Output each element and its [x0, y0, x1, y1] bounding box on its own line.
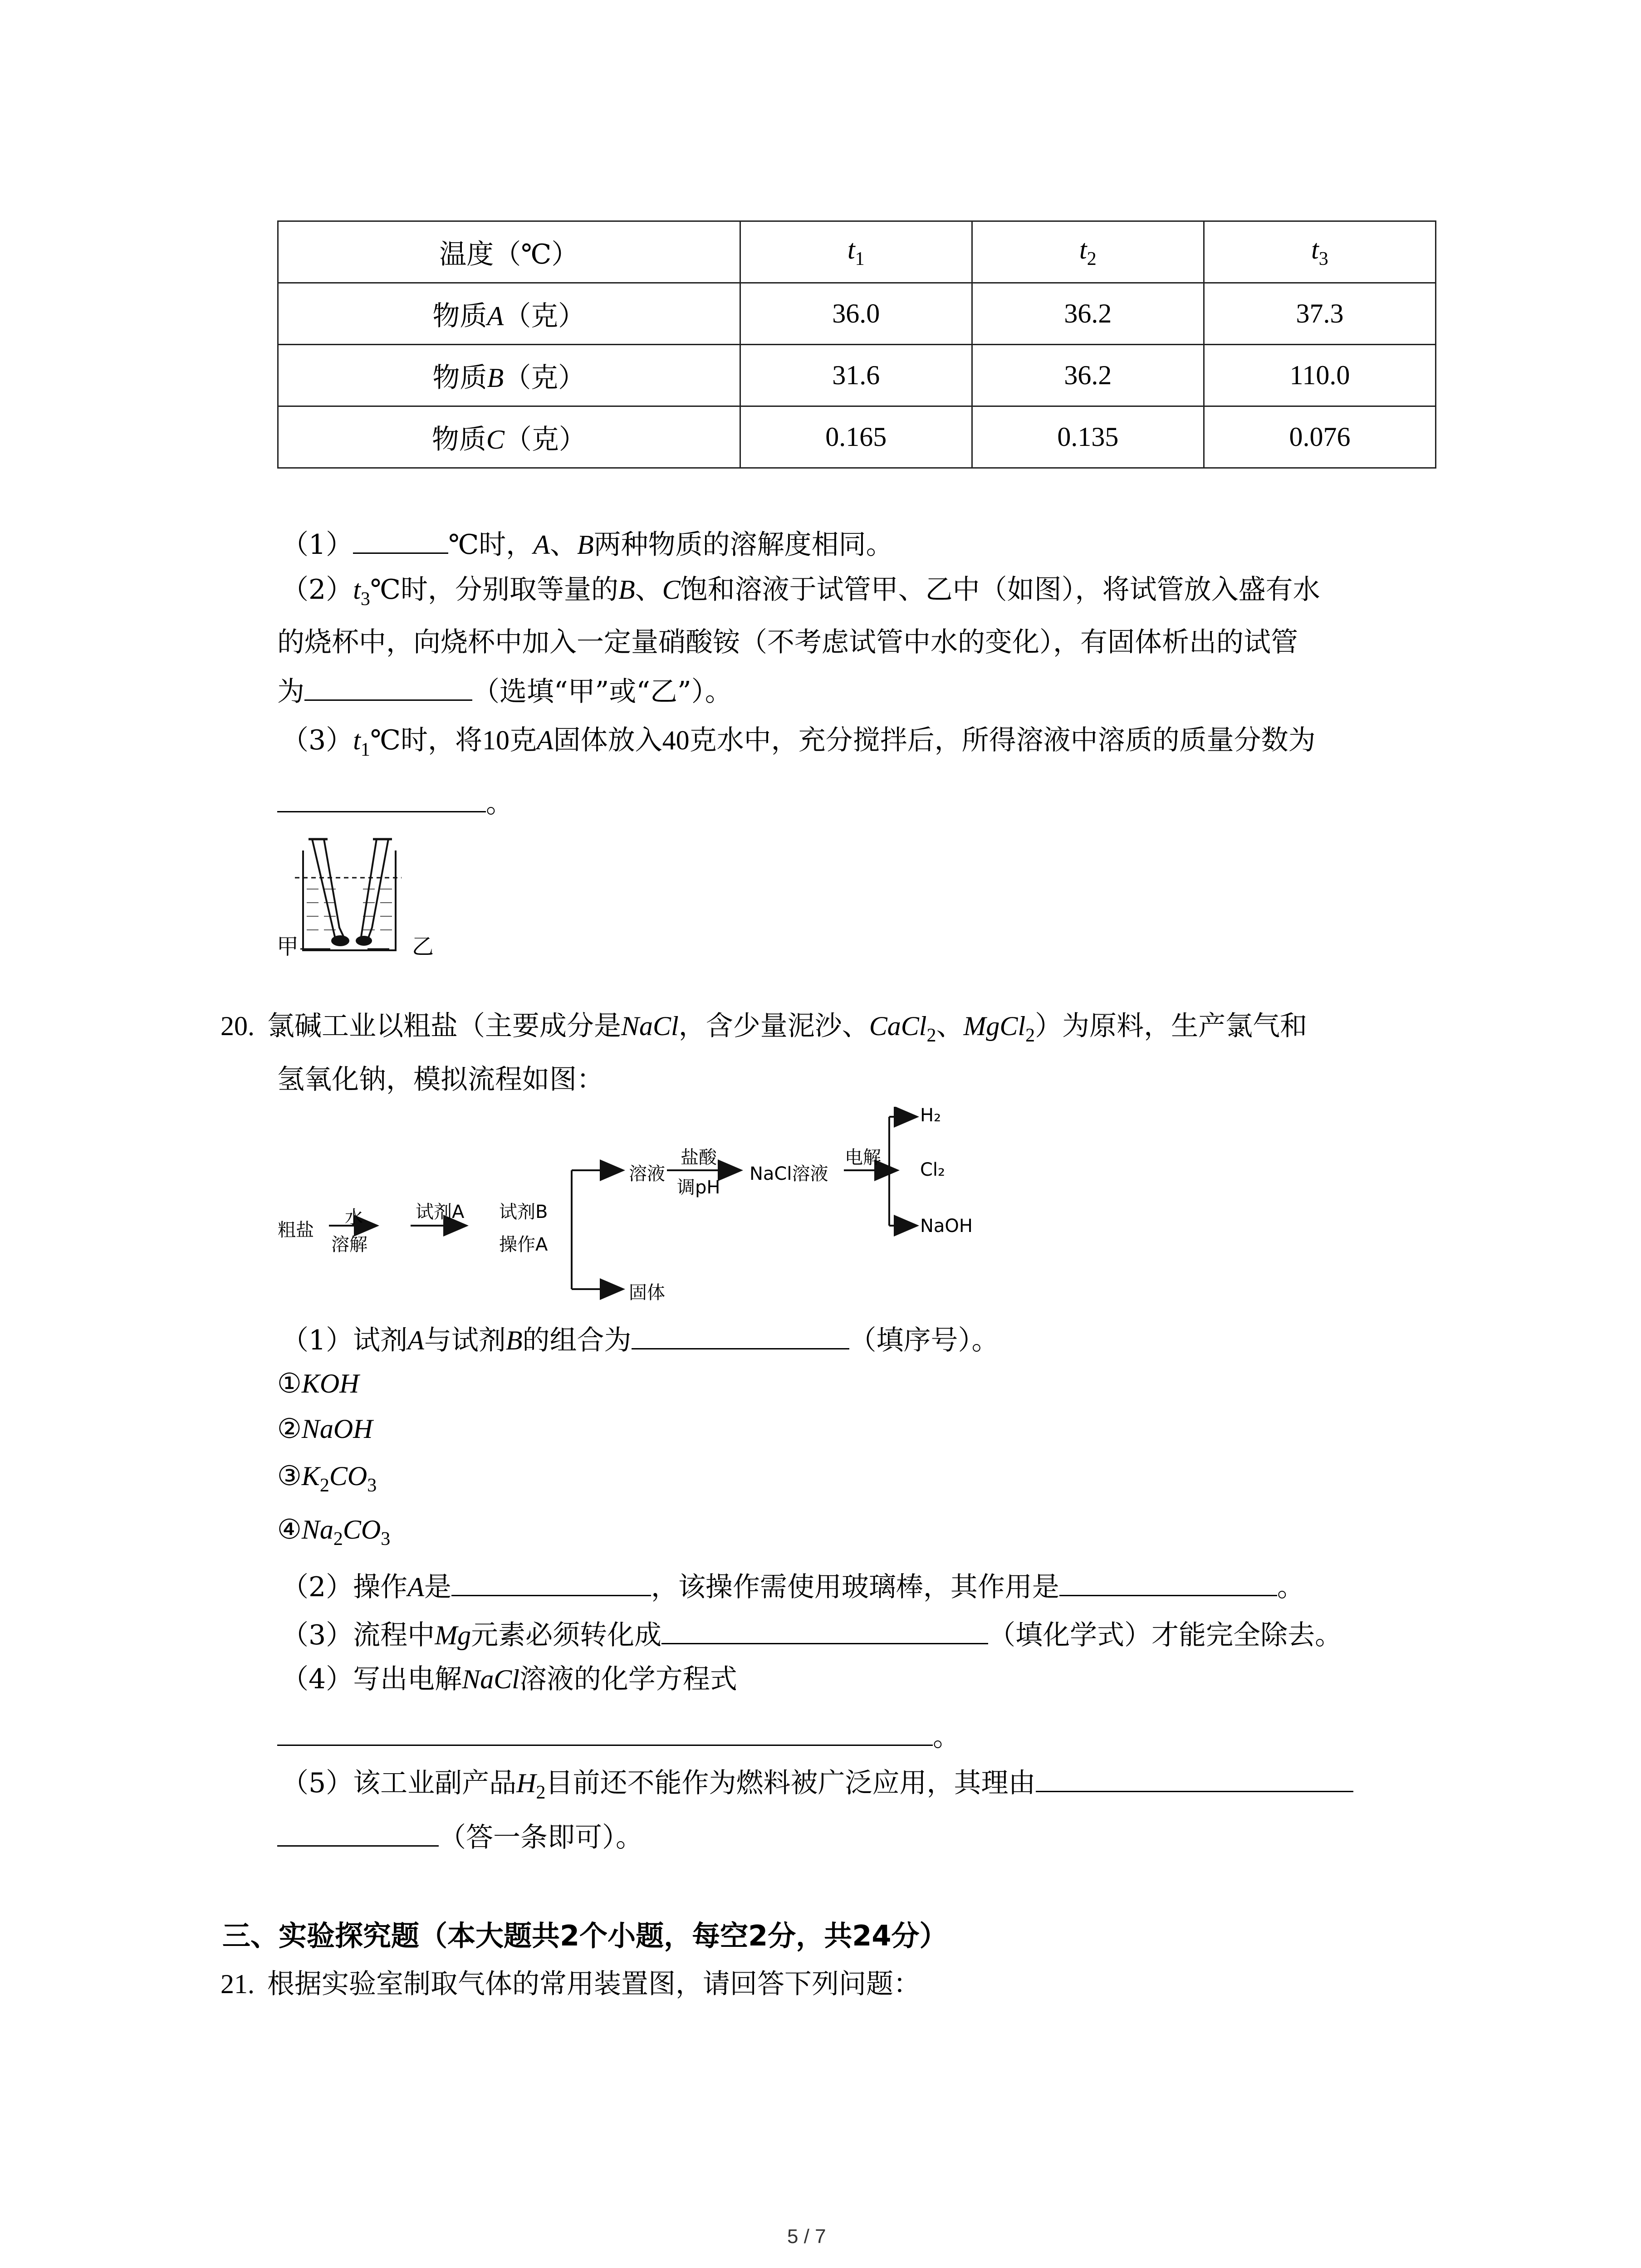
flow-label-operation-a: 操作A — [499, 1234, 548, 1255]
table-cell: 0.165 — [740, 406, 972, 468]
answer-blank[interactable] — [632, 1322, 849, 1349]
flow-product-naoh: NaOH — [920, 1216, 973, 1237]
q20-part4: （4）写出电解NaCl溶液的化学方程式 — [281, 1663, 737, 1695]
option-3: $③K_2CO_3$ — [277, 1460, 377, 1496]
flow-node-solution: 溶液 — [629, 1163, 665, 1184]
q19-part2-line2: 的烧杯中，向烧杯中加入一定量硝酸铵（不考虑试管中水的变化），有固体析出的试管 — [277, 626, 1298, 658]
flow-node-crude-salt: 粗盐 — [278, 1220, 314, 1241]
flow-label-hcl: 盐酸 — [681, 1147, 717, 1168]
table-header-cell: $t_2$ — [972, 221, 1204, 283]
process-flowchart — [272, 1107, 980, 1315]
answer-blank[interactable] — [277, 1819, 439, 1847]
flow-label-dissolve: 溶解 — [331, 1234, 367, 1255]
table-header-row — [278, 221, 1436, 283]
option-4: $④Na_2CO_3$ — [277, 1514, 391, 1549]
q20-line1: 20. 氯碱工业以粗盐（主要成分是NaCl，含少量泥沙、CaCl$_2$、MgCl$_2$）为原料，生产氯气和 — [220, 1010, 1308, 1046]
answer-blank[interactable] — [277, 1718, 933, 1746]
table-row-label: 物质A（克） — [278, 283, 740, 345]
option-2: ②NaOH — [277, 1413, 373, 1445]
table-cell: 0.135 — [972, 406, 1204, 468]
q20-line2: 氢氧化钠，模拟流程如图： — [277, 1064, 604, 1095]
flow-product-cl2: Cl₂ — [920, 1159, 945, 1180]
table-row-label: 物质C（克） — [278, 406, 740, 468]
q19-part1: （1） ℃时，A、B两种物质的溶解度相同。 — [281, 526, 893, 563]
figure-label-jia: 甲 — [277, 934, 299, 959]
flow-node-solid: 固体 — [629, 1282, 665, 1303]
q20-part2: （2）操作A是 ，该操作需使用玻璃棒，其作用是 。 — [281, 1569, 1304, 1605]
flow-label-reagent-b: 试剂B — [499, 1202, 548, 1222]
q19-part2-line3: 为 （选填“甲”或“乙”）。 — [277, 673, 732, 710]
q21-line: 21. 根据实验室制取气体的常用装置图，请回答下列问题： — [220, 1968, 921, 2000]
q19-part2-line1: $(2)t_3℃$时，分别取等量的B、C饱和溶液于试管甲、乙中（如图），将试管放入盛有水 — [281, 574, 1320, 610]
flow-label-reagent-a: 试剂A — [416, 1202, 465, 1222]
test-tube-right — [361, 839, 388, 944]
answer-blank[interactable] — [304, 673, 472, 701]
table-cell: 36.2 — [972, 283, 1204, 345]
table-cell: 37.3 — [1204, 283, 1435, 345]
answer-blank[interactable] — [661, 1617, 988, 1644]
option-1: ①KOH — [277, 1368, 359, 1399]
table-row-label: 物质B（克） — [278, 345, 740, 406]
q19-part3-line2: 。 — [277, 785, 513, 821]
solubility-table — [277, 220, 1436, 469]
section-title: 三、实验探究题（本大题共2个小题，每空2分，共24分） — [222, 1919, 948, 1952]
flow-product-h2: H₂ — [920, 1105, 941, 1126]
answer-blank[interactable] — [1036, 1765, 1353, 1792]
answer-blank[interactable] — [353, 526, 448, 554]
q19-part3-line1: $(3)t_1℃$时，将10克A固体放入40克水中，充分搅拌后，所得溶液中溶质的质量分数为 — [281, 724, 1316, 760]
table-header-cell: $t_3$ — [1204, 221, 1435, 283]
q20-part1: （1）试剂A与试剂B的组合为 （填序号）。 — [281, 1322, 999, 1359]
table-row — [278, 345, 1436, 406]
page-number: 5 / 7 — [787, 2225, 826, 2248]
table-row — [278, 406, 1436, 468]
answer-blank[interactable] — [277, 785, 486, 812]
table-cell: 36.0 — [740, 283, 972, 345]
table-cell: 31.6 — [740, 345, 972, 406]
q20-part4-answer-line: 。 — [277, 1718, 960, 1755]
test-tube-left — [312, 839, 346, 943]
answer-blank[interactable] — [451, 1569, 651, 1596]
figure-label-yi: 乙 — [412, 934, 434, 959]
flow-label-adjust-ph: 调pH — [677, 1177, 720, 1198]
table-row — [278, 283, 1436, 345]
table-cell: 110.0 — [1204, 345, 1435, 406]
table-header-cell: 温度（℃） — [278, 221, 740, 283]
table-header-cell: $t_1$ — [740, 221, 972, 283]
flow-label-water: 水 — [345, 1207, 363, 1228]
q20-part5-line2: （答一条即可）。 — [277, 1819, 643, 1856]
table-cell: 36.2 — [972, 345, 1204, 406]
table-cell: 0.076 — [1204, 406, 1435, 468]
flow-label-electrolysis: 电解 — [845, 1147, 881, 1168]
q20-part3: （3）流程中Mg元素必须转化成 （填化学式）才能完全除去。 — [281, 1617, 1342, 1653]
answer-blank[interactable] — [1059, 1569, 1277, 1596]
beaker-outline — [303, 850, 396, 950]
flow-node-nacl-solution: NaCl溶液 — [749, 1163, 828, 1184]
q20-part5: （5）该工业副产品$H_2$目前还不能作为燃料被广泛应用，其理由 — [281, 1765, 1353, 1811]
